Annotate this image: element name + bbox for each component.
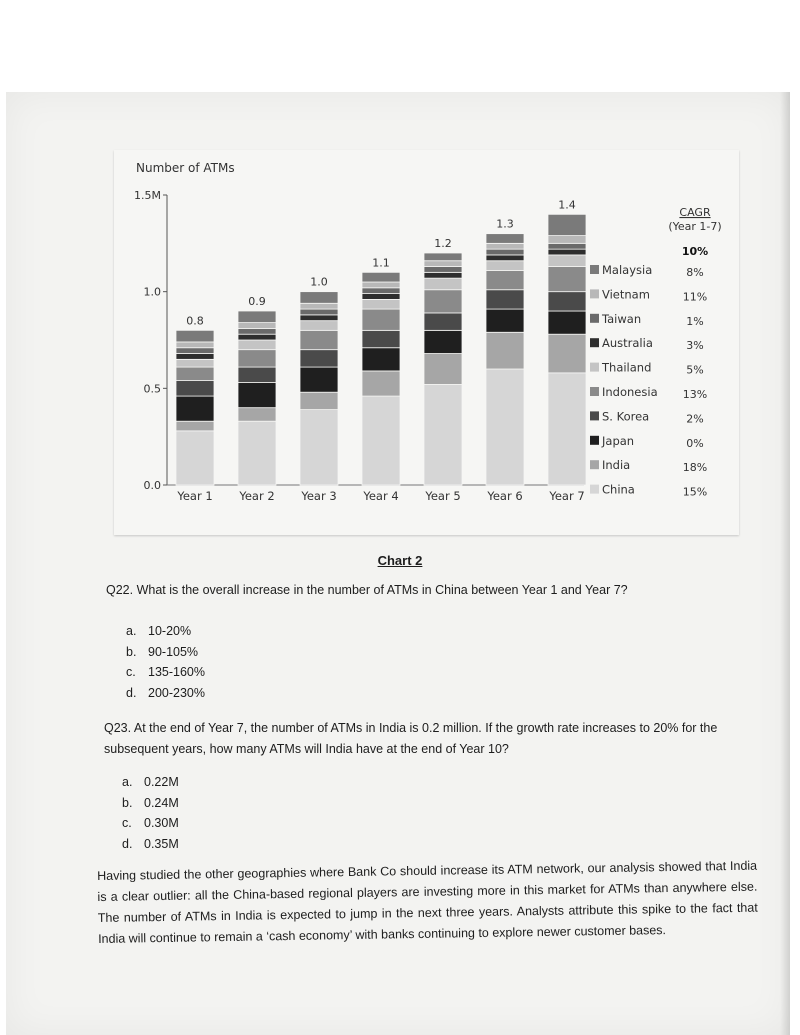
bar-segment-taiwan-year-7 xyxy=(548,243,586,249)
bar-segment-vietnam-year-5 xyxy=(424,261,462,267)
cagr-header: CAGR xyxy=(679,206,711,219)
x-tick-label: Year 3 xyxy=(301,489,337,503)
bar-segment-taiwan-year-6 xyxy=(486,249,524,255)
cagr-value-malaysia: 8% xyxy=(686,266,704,279)
bar-segment-thailand-year-1 xyxy=(176,359,214,367)
legend-swatch-vietnam xyxy=(590,289,599,298)
bar-segment-taiwan-year-3 xyxy=(300,309,338,315)
bar-segment-india-year-3 xyxy=(300,392,338,409)
cagr-value-taiwan: 1% xyxy=(686,314,704,328)
legend-label-malaysia: Malaysia xyxy=(602,263,653,277)
legend-swatch-china xyxy=(590,485,599,494)
q23-option-d[interactable]: d. 0.35M xyxy=(122,836,179,851)
bar-total-label: 1.1 xyxy=(372,256,390,270)
bar-segment-india-year-4 xyxy=(362,371,400,396)
bar-segment-thailand-year-7 xyxy=(548,255,586,267)
bar-segment-australia-year-2 xyxy=(238,334,276,340)
q23-option-c[interactable]: c. 0.30M xyxy=(122,816,179,830)
bar-total-label: 1.4 xyxy=(558,198,576,212)
x-tick-label: Year 4 xyxy=(363,489,399,503)
bar-segment-vietnam-year-7 xyxy=(548,236,586,244)
bar-segment-taiwan-year-4 xyxy=(362,288,400,294)
legend-swatch-australia xyxy=(590,338,599,347)
bar-segment-indonesia-year-3 xyxy=(300,330,338,349)
cagr-header-sub: (Year 1-7) xyxy=(668,220,722,233)
bar-segment-indonesia-year-6 xyxy=(486,270,524,289)
bar-segment-india-year-7 xyxy=(548,334,586,373)
bar-segment-china-year-6 xyxy=(486,369,524,485)
bar-segment-china-year-7 xyxy=(548,373,586,485)
bar-total-label: 1.2 xyxy=(434,237,452,250)
bar-segment-taiwan-year-1 xyxy=(176,348,214,354)
bar-segment-s-korea-year-4 xyxy=(362,330,400,347)
bar-segment-vietnam-year-6 xyxy=(486,243,524,249)
y-axis-label: Number of ATMs xyxy=(136,161,235,175)
bar-segment-malaysia-year-4 xyxy=(362,272,400,282)
bar-segment-s-korea-year-1 xyxy=(176,381,214,396)
cagr-value-india: 18% xyxy=(682,461,708,475)
legend-swatch-japan xyxy=(590,436,599,445)
bar-total-label: 1.0 xyxy=(310,275,328,289)
cagr-value-australia: 3% xyxy=(686,339,704,353)
bar-segment-japan-year-3 xyxy=(300,367,338,392)
bar-segment-thailand-year-3 xyxy=(300,321,338,331)
q22-options xyxy=(126,621,205,703)
bar-segment-australia-year-4 xyxy=(362,294,400,300)
q22-option-a[interactable]: a. 10-20% xyxy=(126,624,192,638)
bar-segment-india-year-6 xyxy=(486,332,524,369)
question-23-line-1: Q23. At the end of Year 7, the number of ATMs in India is 0.2 million. If the growth rate increases to 20% for the xyxy=(104,721,718,735)
bar-segment-china-year-2 xyxy=(238,421,276,485)
bar-segment-vietnam-year-3 xyxy=(300,303,338,309)
x-tick-label: Year 5 xyxy=(425,489,461,503)
y-tick-label: 1.0 xyxy=(143,285,161,299)
bar-segment-malaysia-year-2 xyxy=(238,311,276,323)
legend-label-thailand: Thailand xyxy=(602,360,652,375)
bar-segment-australia-year-1 xyxy=(176,354,214,360)
bar-segment-taiwan-year-5 xyxy=(424,267,462,273)
legend-label-australia: Australia xyxy=(602,336,653,351)
bar-total-label: 1.3 xyxy=(496,217,514,231)
bar-segment-indonesia-year-5 xyxy=(424,290,462,313)
legend-label-japan: Japan xyxy=(602,433,635,448)
bar-segment-indonesia-year-1 xyxy=(176,367,214,381)
legend-swatch-malaysia xyxy=(590,265,599,274)
y-tick-label: 0.5 xyxy=(143,382,161,396)
bar-total-label: 0.9 xyxy=(248,295,266,308)
q23-option-b[interactable]: b. 0.24M xyxy=(122,795,179,810)
bar-segment-japan-year-1 xyxy=(176,396,214,421)
q22-option-d[interactable]: d. 200-230% xyxy=(126,685,205,700)
legend-label-vietnam: Vietnam xyxy=(602,287,650,302)
legend-swatch-india xyxy=(590,460,599,469)
bar-segment-indonesia-year-2 xyxy=(238,350,276,367)
legend-swatch-indonesia xyxy=(590,387,599,396)
question-22: Q22. What is the overall increase in the number of ATMs in China between Year 1 and Year 7? xyxy=(106,583,628,597)
bar-segment-japan-year-7 xyxy=(548,311,586,334)
bar-segment-china-year-4 xyxy=(362,396,400,485)
bar-segment-japan-year-4 xyxy=(362,348,400,371)
y-tick-label: 0.0 xyxy=(143,479,161,492)
bar-segment-taiwan-year-2 xyxy=(238,328,276,334)
bar-segment-thailand-year-6 xyxy=(486,261,524,271)
bar-segment-malaysia-year-3 xyxy=(300,292,338,304)
bar-segment-thailand-year-5 xyxy=(424,278,462,290)
chart-panel xyxy=(114,150,739,535)
q23-options xyxy=(122,772,179,854)
bar-segment-thailand-year-4 xyxy=(362,299,400,309)
bar-segment-vietnam-year-1 xyxy=(176,342,214,348)
q22-option-c[interactable]: c. 135-160% xyxy=(126,665,205,679)
cagr-total: 10% xyxy=(681,245,709,258)
q22-option-b[interactable]: b. 90-105% xyxy=(126,644,199,659)
bar-segment-australia-year-6 xyxy=(486,255,524,261)
analysis-paragraph: Having studied the other geographies where Bank Co should increase its ATM network, our analysis showed that India is a clear outlier: all the China-based regional players are investing more in this market for ATMs than anywhere else. The number of ATMs in India is expected to jump in the next three years. Analysts attribute this spike to the fact that India will continue to remain a ‘cash economy’ with banks continuing to explore newer customer bases. xyxy=(97,858,758,946)
bar-segment-malaysia-year-5 xyxy=(424,253,462,261)
x-tick-label: Year 2 xyxy=(239,489,275,503)
q23-option-a[interactable]: a. 0.22M xyxy=(122,775,179,789)
y-tick-label: 1.5M xyxy=(134,189,161,202)
bar-segment-s-korea-year-6 xyxy=(486,290,524,309)
bar-segment-india-year-5 xyxy=(424,354,462,385)
cagr-value-indonesia: 13% xyxy=(682,388,708,401)
bar-segment-japan-year-6 xyxy=(486,309,524,332)
bar-segment-australia-year-5 xyxy=(424,272,462,278)
chart-caption: Chart 2 xyxy=(377,553,423,568)
cagr-value-vietnam: 11% xyxy=(682,290,708,304)
cagr-value-s-korea: 2% xyxy=(686,412,704,426)
bar-segment-s-korea-year-3 xyxy=(300,350,338,367)
x-tick-label: Year 6 xyxy=(487,489,523,503)
bar-segment-japan-year-5 xyxy=(424,330,462,353)
bar-segment-japan-year-2 xyxy=(238,383,276,408)
bar-segment-china-year-1 xyxy=(176,431,214,485)
bar-segment-indonesia-year-7 xyxy=(548,267,586,292)
bar-segment-s-korea-year-5 xyxy=(424,313,462,330)
x-tick-label: Year 1 xyxy=(177,489,213,503)
legend-swatch-thailand xyxy=(590,363,599,372)
legend-label-india: India xyxy=(602,458,631,473)
question-23-line-2: subsequent years, how many ATMs will India have at the end of Year 10? xyxy=(104,742,509,756)
legend-label-indonesia: Indonesia xyxy=(602,385,658,399)
bar-segment-s-korea-year-2 xyxy=(238,367,276,382)
bar-segment-india-year-2 xyxy=(238,408,276,422)
cagr-value-japan: 0% xyxy=(686,436,704,450)
bar-segment-thailand-year-2 xyxy=(238,340,276,350)
bar-segment-australia-year-7 xyxy=(548,249,586,255)
cagr-value-thailand: 5% xyxy=(686,363,704,377)
x-tick-label: Year 7 xyxy=(549,489,585,503)
legend-label-s-korea: S. Korea xyxy=(602,409,650,424)
legend-swatch-taiwan xyxy=(590,314,599,323)
legend-label-china: China xyxy=(602,482,635,497)
bar-segment-malaysia-year-6 xyxy=(486,234,524,244)
legend-swatch-s-korea xyxy=(590,411,599,420)
bar-segment-vietnam-year-2 xyxy=(238,323,276,329)
bar-segment-s-korea-year-7 xyxy=(548,292,586,311)
bar-segment-china-year-5 xyxy=(424,384,462,485)
bar-segment-vietnam-year-4 xyxy=(362,282,400,288)
legend-label-taiwan: Taiwan xyxy=(602,311,642,326)
bar-total-label: 0.8 xyxy=(186,314,204,328)
cagr-value-china: 15% xyxy=(682,485,708,499)
bar-segment-indonesia-year-4 xyxy=(362,309,400,330)
bar-segment-china-year-3 xyxy=(300,410,338,485)
stacked-bar-chart xyxy=(114,150,739,535)
bar-segment-australia-year-3 xyxy=(300,315,338,321)
bar-segment-malaysia-year-1 xyxy=(176,330,214,342)
bar-segment-malaysia-year-7 xyxy=(548,214,586,235)
bar-segment-india-year-1 xyxy=(176,421,214,431)
